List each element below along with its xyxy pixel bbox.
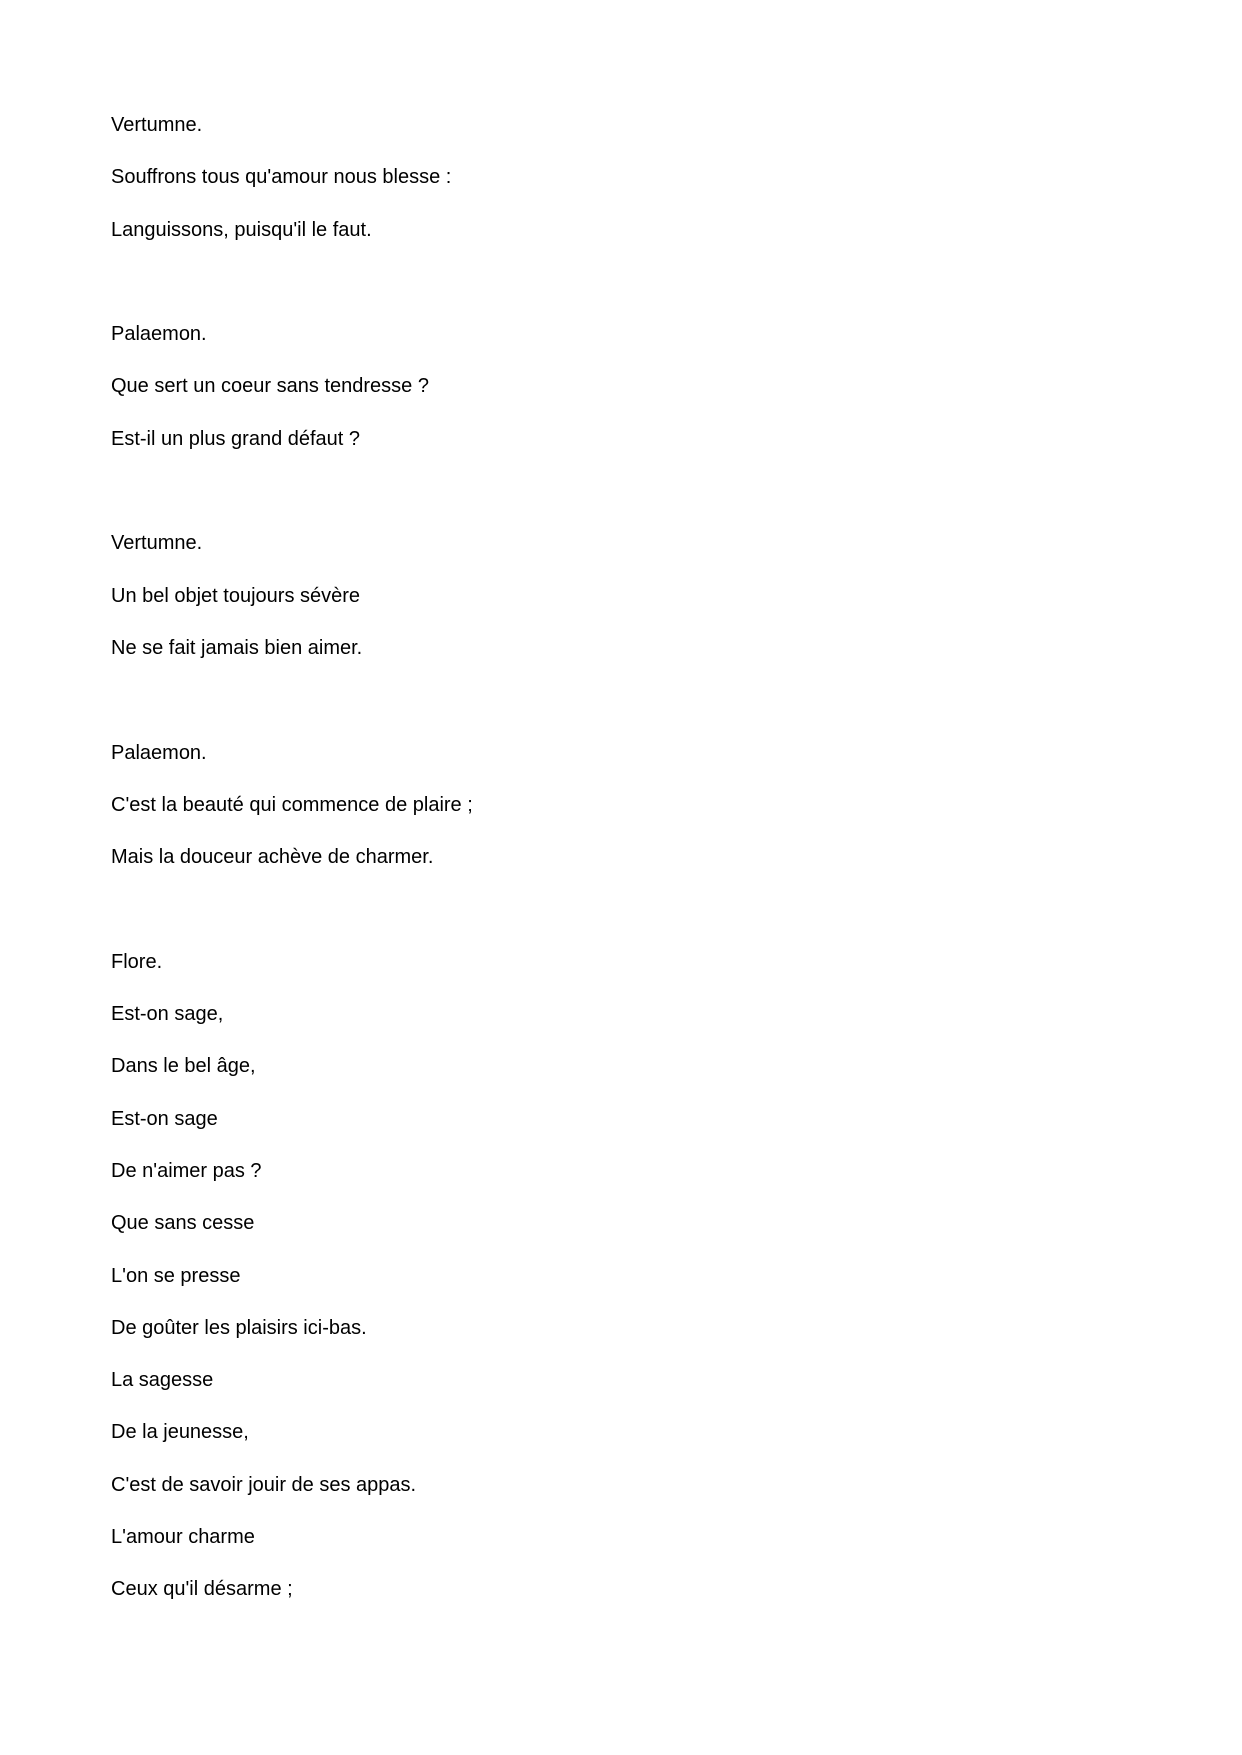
verse-line: Souffrons tous qu'amour nous blesse : — [111, 166, 452, 189]
verse-line: Que sans cesse — [111, 1212, 255, 1235]
poem-text — [111, 109, 1131, 1626]
speaker-name: Palaemon. — [111, 741, 207, 764]
verse-line: Mais la douceur achève de charmer. — [111, 846, 434, 869]
verse-line: Est-on sage, — [111, 1003, 224, 1026]
stanza-gap — [111, 893, 1131, 945]
speaker-name: Vertumne. — [111, 532, 203, 555]
verse-line: C'est de savoir jouir de ses appas. — [111, 1473, 417, 1496]
speaker-name: Vertumne. — [111, 114, 203, 136]
verse-line: Languissons, puisqu'il le faut. — [111, 218, 372, 241]
speaker-name: Flore. — [111, 950, 163, 973]
verse-line: De la jeunesse, — [111, 1421, 249, 1444]
verse-line: C'est la beauté qui commence de plaire ; — [111, 793, 473, 816]
verse-line: Dans le bel âge, — [111, 1055, 256, 1078]
verse-line: La sagesse — [111, 1369, 214, 1392]
verse-line: L'on se presse — [111, 1264, 241, 1287]
stanza-gap — [111, 475, 1131, 527]
verse-line: L'amour charme — [111, 1526, 255, 1549]
verse-line: Est-il un plus grand défaut ? — [111, 427, 361, 450]
verse-line: De n'aimer pas ? — [111, 1159, 262, 1182]
verse-line: De goûter les plaisirs ici-bas. — [111, 1316, 367, 1339]
verse-line: Est-on sage — [111, 1107, 218, 1130]
stanza-gap — [111, 266, 1131, 318]
stanza-gap — [111, 684, 1131, 736]
verse-line: Ne se fait jamais bien aimer. — [111, 636, 363, 659]
speaker-name: Palaemon. — [111, 323, 207, 346]
verse-line: Ceux qu'il désarme ; — [111, 1578, 293, 1601]
verse-line: Que sert un coeur sans tendresse ? — [111, 375, 429, 398]
verse-line: Un bel objet toujours sévère — [111, 584, 361, 607]
